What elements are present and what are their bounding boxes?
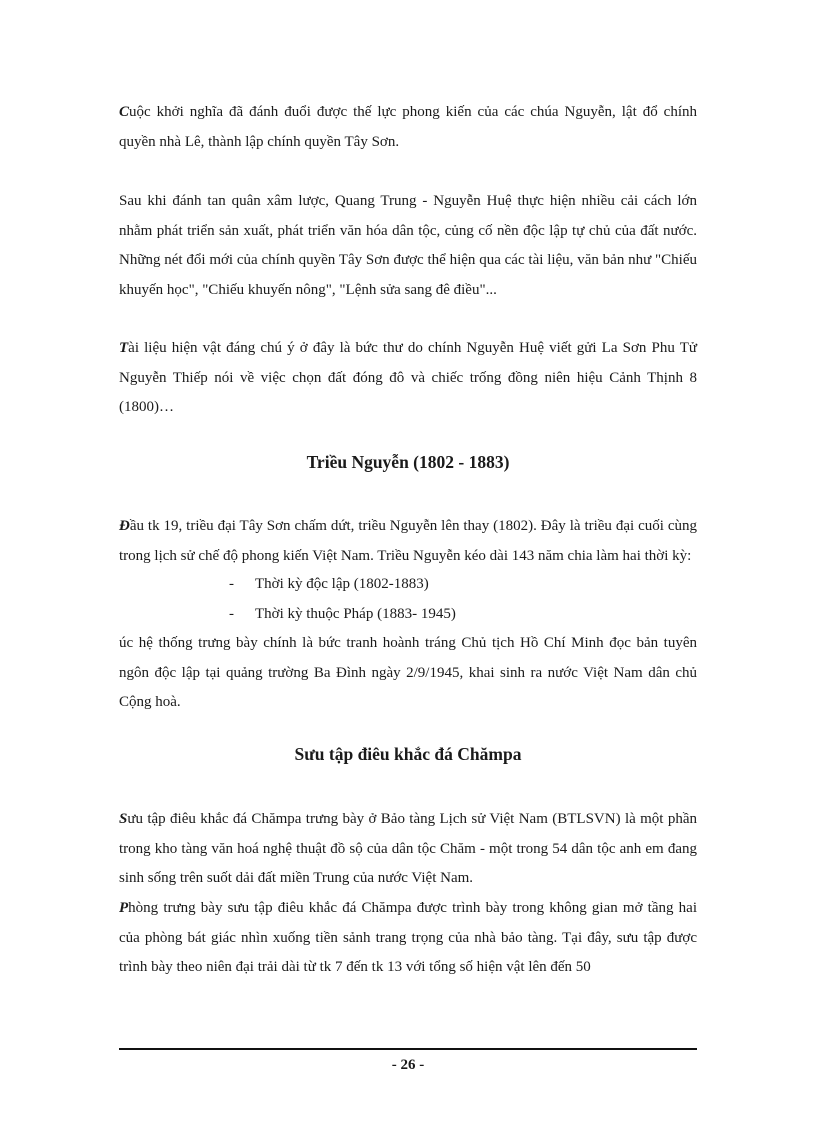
paragraph-nguyen-dynasty [119, 512, 697, 571]
drop-letter: Đ [119, 518, 130, 534]
paragraph-text: ưu tập điêu khắc đá Chămpa trưng bày ở Bảo tàng Lịch sử Việt Nam (BTLSVN) là một phần trong kho tàng văn hoá nghệ thuật đồ sộ của dân tộc Chăm - một trong 54 dân tộc anh em đang sinh sống trên suốt dải đất miền Trung của nước Việt Nam. [119, 811, 697, 886]
paragraph-text: Sau khi đánh tan quân xâm lược, Quang Trung - Nguyễn Huệ thực hiện nhiều cải cách lớn nhằm phát triển sản xuất, phát triển văn hóa dân tộc, củng cố nền độc lập tự chủ của đất nước. Những nét đổi mới của chính quyền Tây Sơn được thể hiện qua các tài liệu, văn bản như "Chiếu khuyến học", "Chiếu khuyến nông", "Lệnh sửa sang đê điều"... [119, 193, 697, 298]
period-text: Thời kỳ độc lập (1802-1883) [255, 576, 429, 592]
drop-letter: P [119, 900, 129, 916]
paragraph-independence-painting [119, 629, 697, 718]
paragraph-text: úc hệ thống trưng bày chính là bức tranh hoành tráng Chủ tịch Hồ Chí Minh đọc bản tuyên ngôn độc lập tại quảng trường Ba Đình ngày 2/9/1945, khai sinh ra nước Việt Nam dân chủ Cộng hoà. [119, 635, 697, 710]
paragraph-quang-trung-reforms [119, 187, 697, 305]
drop-letter: C [119, 104, 130, 120]
list-dash: - [229, 576, 234, 592]
paragraph-champa-intro [119, 805, 697, 894]
list-dash: - [229, 606, 234, 622]
paragraph-champa-exhibition [119, 894, 697, 983]
drop-letter: T [119, 340, 129, 356]
drop-letter: S [119, 811, 128, 827]
paragraph-text: ầu tk 19, triều đại Tây Sơn chấm dứt, triều Nguyễn lên thay (1802). Đây là triều đại cuối cùng trong lịch sử chế độ phong kiến Việt Nam. Triều Nguyễn kéo dài 143 năm chia làm hai thời kỳ: [119, 518, 697, 564]
paragraph-text: hòng trưng bày sưu tập điêu khắc đá Chămpa được trình bày trong không gian mở tầng hai của phòng bát giác nhìn xuống tiền sảnh trang trọng của nhà bảo tàng. Tại đây, sưu tập được trình bày theo niên đại trải dài từ tk 7 đến tk 13 với tổng số hiện vật lên đến 50 [119, 900, 697, 975]
paragraph-nguyen-hue-letter [119, 334, 697, 423]
page-number: - 26 - [391, 1057, 425, 1073]
paragraph-text: ài liệu hiện vật đáng chú ý ở đây là bức thư do chính Nguyễn Huệ viết gửi La Sơn Phu Tử Nguyễn Thiếp nói về việc chọn đất đóng đô và chiếc trống đồng niên hiệu Cảnh Thịnh 8 (1800)… [119, 340, 697, 415]
period-item-french [229, 600, 456, 630]
footer-divider [119, 1048, 697, 1050]
heading-champa-collection: Sưu tập điêu khắc đá Chămpa [294, 744, 522, 764]
period-text: Thời kỳ thuộc Pháp (1883- 1945) [255, 606, 456, 622]
heading-nguyen-dynasty: Triều Nguyễn (1802 - 1883) [306, 452, 510, 472]
paragraph-tay-son-uprising [119, 98, 697, 157]
paragraph-text: uộc khởi nghĩa đã đánh đuổi được thế lực phong kiến của các chúa Nguyễn, lật đổ chính quyền nhà Lê, thành lập chính quyền Tây Sơn. [119, 104, 697, 150]
period-item-independent [229, 570, 429, 600]
